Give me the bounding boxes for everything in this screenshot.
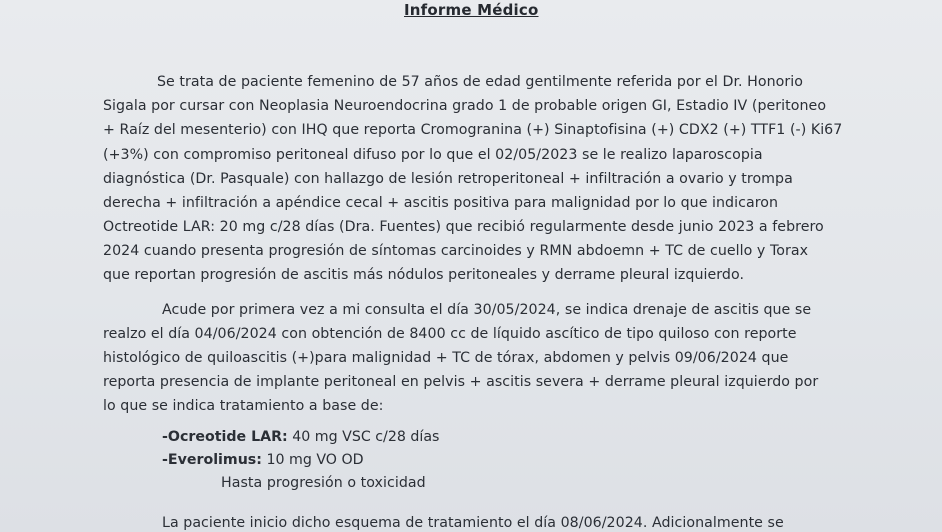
treatment-note: Hasta progresión o toxicidad (221, 475, 426, 491)
paragraph-1-line-3: + Raíz del mesenterio) con IHQ que reporta Cromogranina (+) Sinaptofisina (+) CDX2 (+) TTF1 (-) Ki67 (103, 122, 843, 138)
treatment-drug: -Everolimus: (162, 452, 262, 468)
treatment-item-ocreotide (162, 428, 439, 446)
paragraph-1-line-5: diagnóstica (Dr. Pasquale) con hallazgo de lesión retroperitoneal + infiltración a ovario y trompa (103, 171, 793, 187)
paragraph-1-line-6: derecha + infiltración a apéndice cecal + ascitis positiva para malignidad por lo que indicaron (103, 195, 779, 211)
treatment-dose: 10 mg VO OD (261, 452, 364, 468)
paragraph-1-line-4: (+3%) con compromiso peritoneal difuso por lo que el 02/05/2023 se le realizo laparoscopia (103, 147, 763, 163)
paragraph-1-line-8: 2024 cuando presenta progresión de síntomas carcinoides y RMN abdoemn + TC de cuello y Torax (103, 243, 809, 259)
paragraph-2-line-2: realzo el día 04/06/2024 con obtención de 8400 cc de líquido ascítico de tipo quiloso con reporte (103, 326, 797, 342)
paragraph-2-line-3: histológico de quiloascitis (+)para malignidad + TC de tórax, abdomen y pelvis 09/06/2024 que (103, 350, 789, 366)
treatment-drug: -Ocreotide LAR: (162, 429, 288, 445)
paragraph-1-line-1: Se trata de paciente femenino de 57 años de edad gentilmente referida por el Dr. Honorio (157, 74, 803, 90)
paragraph-2-line-4: reporta presencia de implante peritoneal en pelvis + ascitis severa + derrame pleural izquierdo por (103, 374, 819, 390)
treatment-item-everolimus (162, 451, 364, 469)
treatment-dose: 40 mg VSC c/28 días (287, 429, 440, 445)
paragraph-2-line-1: Acude por primera vez a mi consulta el día 30/05/2024, se indica drenaje de ascitis que se (162, 302, 812, 318)
paragraph-3-line-1: La paciente inicio dicho esquema de tratamiento el día 08/06/2024. Adicionalmente se (162, 515, 784, 531)
report-title: Informe Médico (404, 1, 539, 19)
paragraph-1-line-7: Octreotide LAR: 20 mg c/28 días (Dra. Fuentes) que recibió regularmente desde junio 2023 a febrero (103, 219, 824, 235)
paragraph-1-line-9: que reportan progresión de ascitis más nódulos peritoneales y derrame pleural izquierdo. (103, 267, 745, 283)
paragraph-1-line-2: Sigala por cursar con Neoplasia Neuroendocrina grado 1 de probable origen GI, Estadio IV (peritoneo (103, 98, 827, 114)
paragraph-2-line-5: lo que se indica tratamiento a base de: (103, 398, 384, 414)
